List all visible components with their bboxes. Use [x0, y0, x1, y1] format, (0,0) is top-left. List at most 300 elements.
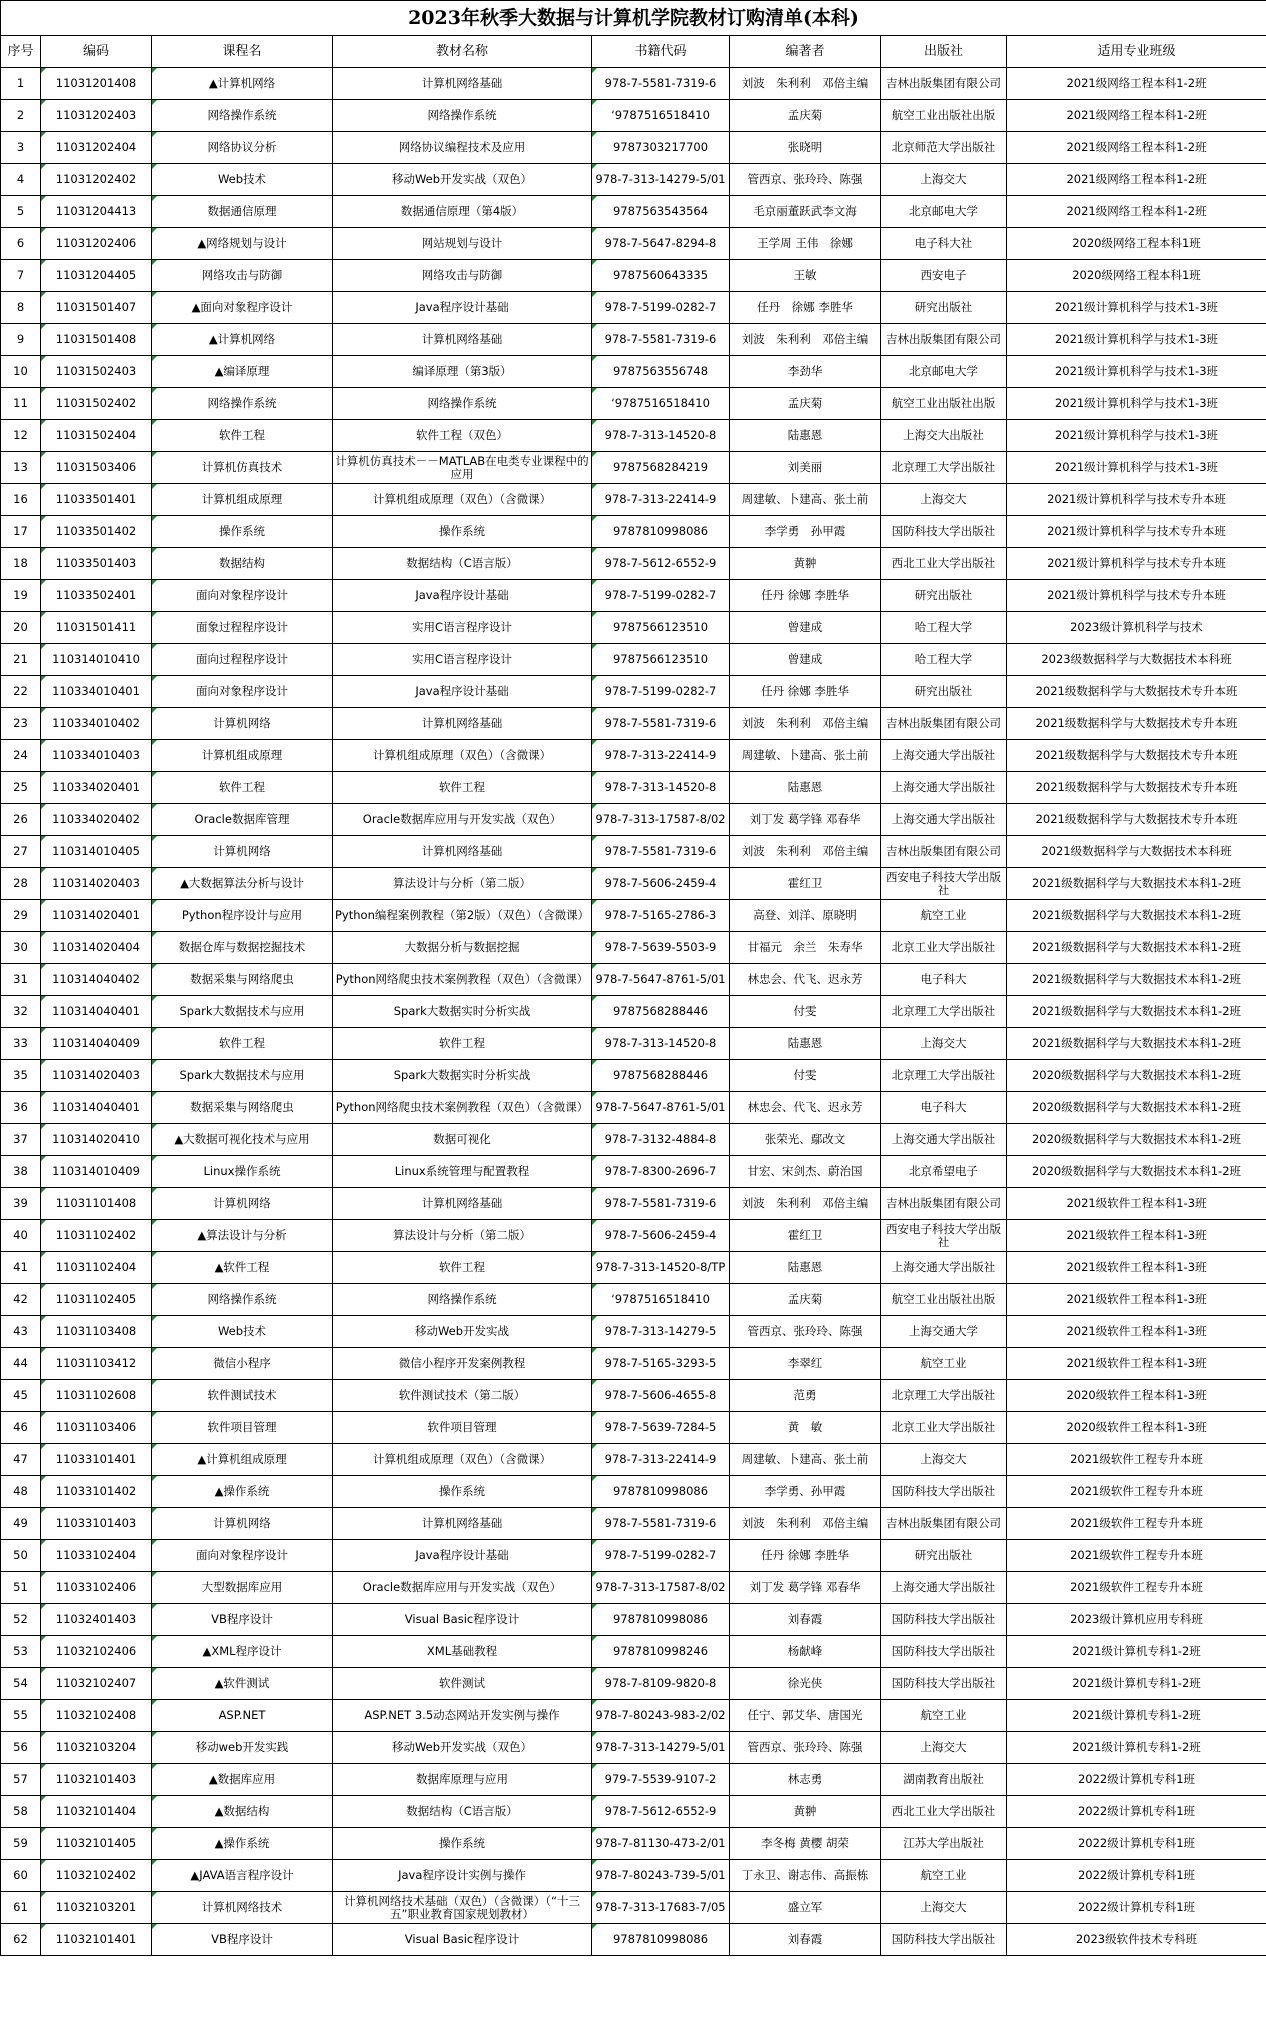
cell-course: ▲XML程序设计: [152, 1636, 333, 1668]
cell-no: 47: [1, 1444, 41, 1476]
cell-course: 面向对象程序设计: [152, 580, 333, 612]
cell-publisher: 西安电子: [881, 260, 1007, 292]
cell-course: Python程序设计与应用: [152, 900, 333, 932]
cell-publisher: 北京理工大学出版社: [881, 452, 1007, 484]
cell-author: 毛京丽董跃武李文海: [730, 196, 881, 228]
cell-isbn: 978-7-313-17587-8/02: [592, 804, 730, 836]
cell-isbn: 9787568288446: [592, 1060, 730, 1092]
header-publisher: 出版社: [881, 36, 1007, 68]
cell-code: 11031502402: [41, 388, 152, 420]
cell-class: 2021级计算机专科1-2班: [1007, 1668, 1266, 1700]
cell-code: 110314040401: [41, 996, 152, 1028]
cell-textbook: 网络操作系统: [333, 388, 592, 420]
cell-publisher: 吉林出版集团有限公司: [881, 708, 1007, 740]
cell-code: 11033101403: [41, 1508, 152, 1540]
cell-class: 2021级计算机科学与技术专升本班: [1007, 516, 1266, 548]
cell-publisher: 国防科技大学出版社: [881, 1636, 1007, 1668]
cell-publisher: 北京工业大学出版社: [881, 1412, 1007, 1444]
cell-textbook: 网络协议编程技术及应用: [333, 132, 592, 164]
sheet-title: 2023年秋季大数据与计算机学院教材订购清单(本科): [1, 1, 1266, 36]
cell-class: 2021级软件工程专升本班: [1007, 1444, 1266, 1476]
table-row: [1, 836, 1266, 868]
cell-code: 11032101404: [41, 1796, 152, 1828]
cell-class: 2021级软件工程本科1-3班: [1007, 1348, 1266, 1380]
cell-class: 2021级软件工程本科1-3班: [1007, 1316, 1266, 1348]
cell-textbook: Spark大数据实时分析实战: [333, 1060, 592, 1092]
cell-publisher: 北京理工大学出版社: [881, 1060, 1007, 1092]
cell-textbook: 编译原理（第3版）: [333, 356, 592, 388]
cell-no: 33: [1, 1028, 41, 1060]
cell-textbook: 移动Web开发实战: [333, 1316, 592, 1348]
table-row: [1, 1924, 1266, 1956]
cell-textbook: 软件工程: [333, 1028, 592, 1060]
table-row: [1, 1668, 1266, 1700]
cell-course: 数据采集与网络爬虫: [152, 964, 333, 996]
cell-course: 网络操作系统: [152, 388, 333, 420]
cell-isbn: 978-7-5581-7319-6: [592, 836, 730, 868]
cell-isbn: 9787810998086: [592, 1924, 730, 1956]
cell-code: 11031101408: [41, 1188, 152, 1220]
cell-author: 周建敏、卜建高、张土前: [730, 740, 881, 772]
cell-code: 110314020404: [41, 932, 152, 964]
cell-isbn: 9787563543564: [592, 196, 730, 228]
cell-code: 11031202403: [41, 100, 152, 132]
cell-isbn: 978-7-5612-6552-9: [592, 1796, 730, 1828]
cell-course: 数据采集与网络爬虫: [152, 1092, 333, 1124]
cell-textbook: 计算机组成原理（双色）（含微课）: [333, 1444, 592, 1476]
cell-code: 110334020402: [41, 804, 152, 836]
cell-isbn: 978-7-5639-5503-9: [592, 932, 730, 964]
cell-no: 3: [1, 132, 41, 164]
table-row: [1, 1252, 1266, 1284]
cell-publisher: 航空工业出版社出版: [881, 388, 1007, 420]
cell-class: 2021级软件工程专升本班: [1007, 1572, 1266, 1604]
cell-isbn: 978-7-313-17587-8/02: [592, 1572, 730, 1604]
cell-class: 2021级计算机专科1-2班: [1007, 1636, 1266, 1668]
cell-isbn: 978-7-313-14279-5: [592, 1316, 730, 1348]
cell-author: 李翠红: [730, 1348, 881, 1380]
header-course: 课程名: [152, 36, 333, 68]
cell-code: 11033101402: [41, 1476, 152, 1508]
cell-no: 45: [1, 1380, 41, 1412]
cell-author: 任丹 徐娜 李胜华: [730, 580, 881, 612]
cell-code: 11032103204: [41, 1732, 152, 1764]
cell-code: 11031503406: [41, 452, 152, 484]
cell-code: 11032101401: [41, 1924, 152, 1956]
cell-class: 2021级计算机科学与技术专升本班: [1007, 580, 1266, 612]
cell-isbn: 978-7-313-14520-8: [592, 1028, 730, 1060]
cell-no: 24: [1, 740, 41, 772]
cell-no: 21: [1, 644, 41, 676]
table-row: [1, 420, 1266, 452]
cell-publisher: 北京师范大学出版社: [881, 132, 1007, 164]
table-row: [1, 580, 1266, 612]
cell-publisher: 研究出版社: [881, 676, 1007, 708]
cell-textbook: 实用C语言程序设计: [333, 612, 592, 644]
cell-publisher: 航空工业出版社出版: [881, 100, 1007, 132]
cell-textbook: 大数据分析与数据挖掘: [333, 932, 592, 964]
cell-publisher: 上海交大: [881, 1028, 1007, 1060]
cell-textbook: 计算机网络基础: [333, 1508, 592, 1540]
cell-publisher: 西安电子科技大学出版社: [881, 868, 1007, 900]
cell-course: 数据通信原理: [152, 196, 333, 228]
cell-code: 11031502403: [41, 356, 152, 388]
table-row: [1, 1700, 1266, 1732]
cell-publisher: 上海交大: [881, 164, 1007, 196]
cell-course: 软件工程: [152, 1028, 333, 1060]
cell-code: 11033501402: [41, 516, 152, 548]
cell-textbook: 软件工程（双色）: [333, 420, 592, 452]
table-row: [1, 1764, 1266, 1796]
cell-no: 25: [1, 772, 41, 804]
cell-code: 11031102404: [41, 1252, 152, 1284]
cell-course: VB程序设计: [152, 1924, 333, 1956]
table-row: [1, 324, 1266, 356]
cell-no: 48: [1, 1476, 41, 1508]
cell-course: 软件项目管理: [152, 1412, 333, 1444]
cell-isbn: 978-7-3132-4884-8: [592, 1124, 730, 1156]
cell-class: 2021级计算机科学与技术专升本班: [1007, 484, 1266, 516]
cell-no: 56: [1, 1732, 41, 1764]
cell-textbook: 计算机网络基础: [333, 708, 592, 740]
cell-no: 29: [1, 900, 41, 932]
cell-class: 2021级计算机科学与技术1-3班: [1007, 356, 1266, 388]
cell-publisher: 上海交通大学出版社: [881, 772, 1007, 804]
cell-course: 面向对象程序设计: [152, 1540, 333, 1572]
cell-author: 盛立军: [730, 1892, 881, 1924]
table-row: [1, 1540, 1266, 1572]
cell-class: 2021级网络工程本科1-2班: [1007, 100, 1266, 132]
cell-course: 移动web开发实践: [152, 1732, 333, 1764]
cell-author: 付雯: [730, 1060, 881, 1092]
cell-class: 2021级计算机科学与技术1-3班: [1007, 452, 1266, 484]
cell-isbn: 978-7-5606-4655-8: [592, 1380, 730, 1412]
cell-code: 11032102407: [41, 1668, 152, 1700]
cell-class: 2021级软件工程本科1-3班: [1007, 1220, 1266, 1252]
cell-code: 110314010409: [41, 1156, 152, 1188]
cell-publisher: 江苏大学出版社: [881, 1828, 1007, 1860]
cell-no: 18: [1, 548, 41, 580]
cell-course: 数据结构: [152, 548, 333, 580]
cell-course: 面向对象程序设计: [152, 676, 333, 708]
cell-author: 林忠会、代飞、迟永芳: [730, 1092, 881, 1124]
cell-class: 2021级软件工程本科1-3班: [1007, 1252, 1266, 1284]
table-row: [1, 196, 1266, 228]
table-row: [1, 1892, 1266, 1924]
cell-isbn: 978-7-5647-8761-5/01: [592, 1092, 730, 1124]
cell-course: ▲JAVA语言程序设计: [152, 1860, 333, 1892]
table-row: [1, 740, 1266, 772]
cell-textbook: Java程序设计基础: [333, 292, 592, 324]
cell-author: 刘美丽: [730, 452, 881, 484]
cell-author: 周建敏、卜建高、张土前: [730, 484, 881, 516]
cell-textbook: Visual Basic程序设计: [333, 1924, 592, 1956]
cell-textbook: 数据结构（C语言版）: [333, 548, 592, 580]
cell-course: ▲计算机网络: [152, 324, 333, 356]
cell-isbn: 978-7-313-22414-9: [592, 484, 730, 516]
cell-no: 16: [1, 484, 41, 516]
cell-author: 付雯: [730, 996, 881, 1028]
table-row: [1, 1412, 1266, 1444]
cell-isbn: 978-7-5581-7319-6: [592, 1508, 730, 1540]
cell-textbook: 网络操作系统: [333, 1284, 592, 1316]
cell-author: 刘波 朱利利 邓倍主编: [730, 708, 881, 740]
table-row: [1, 900, 1266, 932]
cell-publisher: 研究出版社: [881, 292, 1007, 324]
cell-author: 霍红卫: [730, 868, 881, 900]
table-row: [1, 1732, 1266, 1764]
cell-isbn: 9787560643335: [592, 260, 730, 292]
table-row: [1, 1636, 1266, 1668]
cell-publisher: 吉林出版集团有限公司: [881, 324, 1007, 356]
cell-textbook: 微信小程序开发案例教程: [333, 1348, 592, 1380]
cell-class: 2021级软件工程专升本班: [1007, 1508, 1266, 1540]
cell-textbook: Python网络爬虫技术案例教程（双色）（含微课）: [333, 964, 592, 996]
cell-publisher: 上海交大: [881, 1732, 1007, 1764]
cell-class: 2020级数据科学与大数据技术本科1-2班: [1007, 1060, 1266, 1092]
cell-code: 11031501408: [41, 324, 152, 356]
cell-class: 2021级计算机专科1-2班: [1007, 1732, 1266, 1764]
cell-class: 2023级软件技术专科班: [1007, 1924, 1266, 1956]
table-row: [1, 1188, 1266, 1220]
cell-course: ▲软件测试: [152, 1668, 333, 1700]
cell-code: 11031204405: [41, 260, 152, 292]
cell-author: 陆惠恩: [730, 1252, 881, 1284]
cell-class: 2021级数据科学与大数据技术本科1-2班: [1007, 996, 1266, 1028]
cell-textbook: Linux系统管理与配置教程: [333, 1156, 592, 1188]
cell-author: 管西京、张玲玲、陈强: [730, 1732, 881, 1764]
cell-no: 1: [1, 68, 41, 100]
cell-author: 范勇: [730, 1380, 881, 1412]
cell-class: 2021级数据科学与大数据技术专升本班: [1007, 740, 1266, 772]
cell-course: 软件测试技术: [152, 1380, 333, 1412]
cell-author: 陆惠恩: [730, 1028, 881, 1060]
table-row: [1, 100, 1266, 132]
cell-class: 2021级软件工程专升本班: [1007, 1540, 1266, 1572]
cell-no: 40: [1, 1220, 41, 1252]
cell-isbn: 978-7-81130-473-2/01: [592, 1828, 730, 1860]
cell-no: 57: [1, 1764, 41, 1796]
cell-no: 55: [1, 1700, 41, 1732]
cell-course: 计算机网络: [152, 708, 333, 740]
cell-author: 曾建成: [730, 612, 881, 644]
table-row: [1, 772, 1266, 804]
cell-code: 110334010402: [41, 708, 152, 740]
table-row: [1, 1156, 1266, 1188]
cell-class: 2021级数据科学与大数据技术专升本班: [1007, 708, 1266, 740]
cell-code: 11033101401: [41, 1444, 152, 1476]
cell-course: 计算机组成原理: [152, 484, 333, 516]
cell-course: VB程序设计: [152, 1604, 333, 1636]
cell-no: 36: [1, 1092, 41, 1124]
cell-isbn: 978-7-5581-7319-6: [592, 324, 730, 356]
cell-course: 大型数据库应用: [152, 1572, 333, 1604]
cell-course: Spark大数据技术与应用: [152, 1060, 333, 1092]
cell-author: 陆惠恩: [730, 420, 881, 452]
cell-no: 52: [1, 1604, 41, 1636]
cell-course: Spark大数据技术与应用: [152, 996, 333, 1028]
cell-no: 20: [1, 612, 41, 644]
cell-author: 高登、刘洋、原晓明: [730, 900, 881, 932]
cell-code: 11032101405: [41, 1828, 152, 1860]
cell-no: 19: [1, 580, 41, 612]
cell-course: ▲数据结构: [152, 1796, 333, 1828]
cell-no: 11: [1, 388, 41, 420]
cell-course: ▲面向对象程序设计: [152, 292, 333, 324]
cell-author: 孟庆菊: [730, 388, 881, 420]
cell-no: 58: [1, 1796, 41, 1828]
cell-author: 张荣光、鄢改文: [730, 1124, 881, 1156]
cell-publisher: 航空工业出版社出版: [881, 1284, 1007, 1316]
cell-textbook: 数据可视化: [333, 1124, 592, 1156]
cell-textbook: 实用C语言程序设计: [333, 644, 592, 676]
header-code: 编码: [41, 36, 152, 68]
cell-no: 17: [1, 516, 41, 548]
cell-code: 11031204413: [41, 196, 152, 228]
cell-isbn: 978-7-5639-7284-5: [592, 1412, 730, 1444]
cell-course: 计算机组成原理: [152, 740, 333, 772]
cell-textbook: 软件项目管理: [333, 1412, 592, 1444]
cell-code: 110334020401: [41, 772, 152, 804]
cell-author: 王敏: [730, 260, 881, 292]
cell-code: 11032103201: [41, 1892, 152, 1924]
cell-no: 23: [1, 708, 41, 740]
cell-class: 2021级数据科学与大数据技术本科1-2班: [1007, 900, 1266, 932]
cell-publisher: 湖南教育出版社: [881, 1764, 1007, 1796]
cell-author: 黄翀: [730, 548, 881, 580]
cell-publisher: 电子科大: [881, 964, 1007, 996]
cell-isbn: 978-7-5581-7319-6: [592, 708, 730, 740]
cell-code: 110314020403: [41, 868, 152, 900]
cell-code: 11033501401: [41, 484, 152, 516]
cell-author: 周建敏、卜建高、张土前: [730, 1444, 881, 1476]
cell-author: 丁永卫、谢志伟、高振栋: [730, 1860, 881, 1892]
cell-publisher: 吉林出版集团有限公司: [881, 1188, 1007, 1220]
cell-course: 计算机网络技术: [152, 1892, 333, 1924]
table-row: [1, 68, 1266, 100]
cell-class: 2021级数据科学与大数据技术本科1-2班: [1007, 868, 1266, 900]
cell-course: 计算机网络: [152, 1508, 333, 1540]
cell-textbook: 计算机网络技术基础（双色）（含微课）（“十三五”职业教育国家规划教材）: [333, 1892, 592, 1924]
cell-author: 任宁、郭艾华、唐国光: [730, 1700, 881, 1732]
cell-isbn: 978-7-313-14279-5/01: [592, 164, 730, 196]
table-row: [1, 1508, 1266, 1540]
cell-code: 11033501403: [41, 548, 152, 580]
header-textbook: 教材名称: [333, 36, 592, 68]
cell-course: Oracle数据库管理: [152, 804, 333, 836]
cell-code: 110314040401: [41, 1092, 152, 1124]
cell-class: 2023级计算机科学与技术: [1007, 612, 1266, 644]
cell-isbn: 978-7-313-22414-9: [592, 740, 730, 772]
cell-author: 任丹 徐娜 李胜华: [730, 292, 881, 324]
cell-no: 4: [1, 164, 41, 196]
cell-no: 37: [1, 1124, 41, 1156]
cell-no: 13: [1, 452, 41, 484]
cell-author: 徐光侠: [730, 1668, 881, 1700]
cell-code: 11031102608: [41, 1380, 152, 1412]
cell-class: 2021级网络工程本科1-2班: [1007, 196, 1266, 228]
cell-textbook: 移动Web开发实战（双色）: [333, 164, 592, 196]
cell-class: 2020级数据科学与大数据技术本科1-2班: [1007, 1092, 1266, 1124]
cell-course: Web技术: [152, 1316, 333, 1348]
cell-isbn: 9787568284219: [592, 452, 730, 484]
cell-class: 2021级计算机科学与技术1-3班: [1007, 324, 1266, 356]
cell-code: 11032101403: [41, 1764, 152, 1796]
cell-class: 2021级网络工程本科1-2班: [1007, 164, 1266, 196]
table-row: [1, 1316, 1266, 1348]
cell-class: 2021级数据科学与大数据技术本科1-2班: [1007, 932, 1266, 964]
cell-class: 2021级计算机专科1-2班: [1007, 1700, 1266, 1732]
cell-author: 李学勇、孙甲霞: [730, 1476, 881, 1508]
cell-isbn: 9787566123510: [592, 644, 730, 676]
table-row: [1, 1348, 1266, 1380]
cell-isbn: 9787810998086: [592, 1476, 730, 1508]
cell-class: 2020级数据科学与大数据技术本科1-2班: [1007, 1124, 1266, 1156]
table-row: [1, 708, 1266, 740]
cell-author: 黄 敏: [730, 1412, 881, 1444]
cell-publisher: 上海交通大学出版社: [881, 1252, 1007, 1284]
cell-textbook: 算法设计与分析（第二版）: [333, 1220, 592, 1252]
cell-class: 2020级网络工程本科1班: [1007, 228, 1266, 260]
cell-no: 60: [1, 1860, 41, 1892]
cell-class: 2021级计算机科学与技术1-3班: [1007, 388, 1266, 420]
cell-code: 110314020410: [41, 1124, 152, 1156]
cell-textbook: 移动Web开发实战（双色）: [333, 1732, 592, 1764]
cell-course: 网络攻击与防御: [152, 260, 333, 292]
table-row: [1, 228, 1266, 260]
cell-no: 42: [1, 1284, 41, 1316]
cell-isbn: 9787563556748: [592, 356, 730, 388]
cell-course: ▲网络规划与设计: [152, 228, 333, 260]
table-row: [1, 1796, 1266, 1828]
cell-code: 110314010410: [41, 644, 152, 676]
cell-isbn: 978-7-5647-8294-8: [592, 228, 730, 260]
cell-no: 6: [1, 228, 41, 260]
cell-isbn: 978-7-5581-7319-6: [592, 1188, 730, 1220]
cell-isbn: 978-7-5165-2786-3: [592, 900, 730, 932]
cell-class: 2021级软件工程本科1-3班: [1007, 1188, 1266, 1220]
cell-isbn: 978-7-5606-2459-4: [592, 868, 730, 900]
cell-course: ▲操作系统: [152, 1828, 333, 1860]
cell-code: 11031201408: [41, 68, 152, 100]
cell-publisher: 北京理工大学出版社: [881, 996, 1007, 1028]
cell-code: 110314020401: [41, 900, 152, 932]
cell-isbn: 978-7-5165-3293-5: [592, 1348, 730, 1380]
cell-isbn: 9787810998246: [592, 1636, 730, 1668]
cell-isbn: 978-7-5199-0282-7: [592, 292, 730, 324]
cell-course: 计算机网络: [152, 1188, 333, 1220]
cell-textbook: Python编程案例教程（第2版）（双色）（含微课）: [333, 900, 592, 932]
cell-class: 2021级软件工程专升本班: [1007, 1476, 1266, 1508]
cell-isbn: 978-7-5199-0282-7: [592, 676, 730, 708]
table-row: [1, 932, 1266, 964]
cell-isbn: 979-7-5539-9107-2: [592, 1764, 730, 1796]
cell-code: 11032102408: [41, 1700, 152, 1732]
cell-class: 2021级数据科学与大数据技术本科1-2班: [1007, 1028, 1266, 1060]
cell-publisher: 电子科大: [881, 1092, 1007, 1124]
cell-textbook: 软件测试: [333, 1668, 592, 1700]
cell-no: 53: [1, 1636, 41, 1668]
cell-publisher: 研究出版社: [881, 580, 1007, 612]
cell-class: 2021级网络工程本科1-2班: [1007, 132, 1266, 164]
header-class: 适用专业班级: [1007, 36, 1266, 68]
cell-author: 林志勇: [730, 1764, 881, 1796]
cell-class: 2020级软件工程本科1-3班: [1007, 1380, 1266, 1412]
table-row: [1, 1220, 1266, 1252]
table-row: [1, 1476, 1266, 1508]
cell-isbn: 978-7-5199-0282-7: [592, 580, 730, 612]
cell-isbn: ‘9787516518410: [592, 100, 730, 132]
